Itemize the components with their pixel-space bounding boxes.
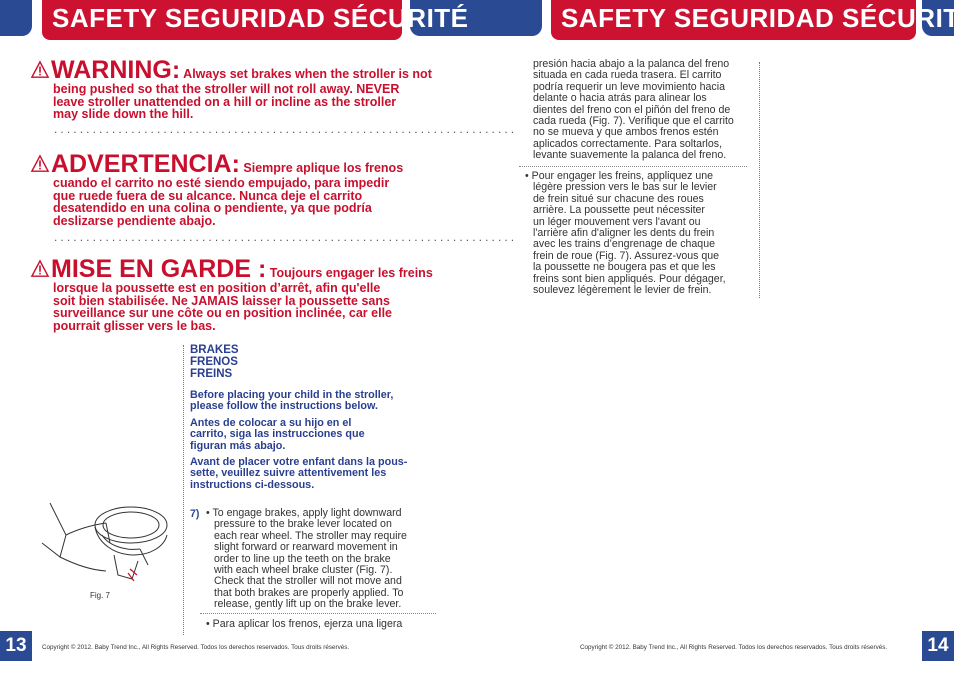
step-fr-line: légère pression vers le bas sur le levier xyxy=(533,181,717,194)
warning-en-line: leave stroller unattended on a hill or incline as the stroller xyxy=(53,94,397,109)
warning-es-heading: ADVERTENCIA: xyxy=(51,150,240,178)
step-fr-line: frein de roue (Fig. 7). Assurez-vous que xyxy=(533,249,720,262)
step-es-line: delante o hacia atrás para alinear los xyxy=(533,92,707,105)
left-banner xyxy=(42,0,469,40)
intro-es-line: figuran más abajo. xyxy=(190,439,286,452)
step-es-line: dientes del freno con el piñón del freno de xyxy=(533,103,731,116)
warning-en-lead: Always set brakes when the stroller is not xyxy=(180,67,432,81)
left-edge-tab xyxy=(0,0,32,36)
intro-en-line: Before placing your child in the stroller, xyxy=(190,389,394,401)
warning-fr-line: pourrait glisser vers le bas. xyxy=(53,318,216,333)
step-es-line: situada en cada rueda trasera. El carrito xyxy=(533,69,722,82)
intro-es-line: carrito, siga las instrucciones que xyxy=(190,428,365,441)
section-title: FRENOS xyxy=(190,355,238,368)
step-en-line: pressure to the brake lever located on xyxy=(214,518,392,531)
step-fr-line: la poussette ne bougera pas et que les xyxy=(533,261,716,274)
warning-es-line: que ruede fuera de su alcance. Nunca deje el carrito xyxy=(53,188,363,203)
warning-en-line: being pushed so that the stroller will not roll away. NEVER xyxy=(53,82,400,96)
right-banner-title: SAFETY SEGURIDAD SÉCURITÉ xyxy=(561,3,978,33)
intro-fr-line: sette, veuillez suivre attentivement les xyxy=(190,467,387,480)
copyright-left: Copyright © 2012. Baby Trend Inc., All Rights Reserved. Todos los derechos reservados. Tous droits réservés. xyxy=(42,644,350,651)
page-number-left: 13 xyxy=(0,631,32,661)
intro-fr xyxy=(190,457,407,491)
divider xyxy=(200,613,436,614)
warning-fr-line: lorsque la poussette est en position d’arrêt, afin qu'elle xyxy=(53,281,381,295)
step-fr-line: avec les trains d’engrenage de chaque xyxy=(533,238,715,251)
step-es-line: cada rueda (Fig. 7). Verifique que el carrito xyxy=(533,115,734,128)
step-en-line: that both brakes are properly applied. To xyxy=(214,586,404,599)
step-es-line: no se mueva y que ambos frenos estén xyxy=(533,126,719,139)
divider: ........................................................................ xyxy=(54,230,518,244)
column-divider xyxy=(759,62,760,298)
intro-es xyxy=(190,418,365,452)
warning-triangle-icon xyxy=(31,155,49,173)
warning-fr-block xyxy=(31,257,461,332)
right-banner xyxy=(551,0,978,40)
warning-es-lead: Siempre aplique los frenos xyxy=(239,161,404,175)
step-es-start: • Para aplicar los frenos, ejerza una ligera xyxy=(206,618,403,630)
warning-es-line: cuando el carrito no esté siendo empujado, para impedir xyxy=(53,176,390,190)
warning-triangle-icon xyxy=(31,61,49,79)
intro-en-line: please follow the instructions below. xyxy=(190,400,378,413)
warning-fr-heading: MISE EN GARDE : xyxy=(51,255,267,283)
step-es-line: presión hacia abajo a la palanca del freno xyxy=(533,58,730,70)
step-en-line: • To engage brakes, apply light downward xyxy=(206,507,402,519)
step-en-line: with each wheel brake cluster (Fig. 7). xyxy=(214,564,393,577)
intro-fr-line: instructions ci-dessous. xyxy=(190,478,315,491)
step-number: 7) xyxy=(190,508,200,520)
step-en-line: order to line up the teeth on the brake xyxy=(214,552,391,565)
section-title: FREINS xyxy=(190,367,233,380)
warning-en-line: may slide down the hill. xyxy=(53,107,194,121)
intro-es-line: Antes de colocar a su hijo en el xyxy=(190,417,352,429)
warning-fr-line: soit bien stabilisée. Ne JAMAIS laisser la poussette sans xyxy=(53,293,390,308)
page-number-right: 14 xyxy=(922,631,954,661)
step-fr-line: un léger mouvement vers l'avant ou xyxy=(533,215,701,228)
section-title-block xyxy=(190,345,239,380)
step-en-line: each rear wheel. The stroller may require xyxy=(214,529,407,542)
column-divider xyxy=(183,345,184,635)
intro-en xyxy=(190,390,393,413)
warning-es-block xyxy=(31,152,461,227)
left-banner-title: SAFETY SEGURIDAD SÉCURITÉ xyxy=(52,3,469,33)
intro-fr-line: Avant de placer votre enfant dans la pous- xyxy=(190,456,408,468)
warning-en-block xyxy=(31,58,461,121)
warning-es-line: desatendido en una colina o pendiente, ya que podría xyxy=(53,201,372,215)
step-es-line: aplicados correctamente. Para soltarlos, xyxy=(533,137,723,150)
section-title: BRAKES xyxy=(190,344,239,356)
step-fr-line: • Pour engager les freins, appliquez une xyxy=(525,170,714,182)
fig-label: Fig. 7 xyxy=(90,591,111,600)
step-fr xyxy=(525,171,726,296)
divider xyxy=(519,166,747,167)
step-en-line: slight forward or rearward movement in xyxy=(214,541,398,554)
warning-fr-lead: Toujours engager les freins xyxy=(266,266,433,280)
step-fr-line: de frein situé sur chacune des roues xyxy=(533,192,704,205)
step-es-line: podría requerir un leve movimiento hacia xyxy=(533,80,725,93)
divider: ........................................................................ xyxy=(54,122,518,136)
step-fr-line: freins sont bien appliqués. Pour dégager, xyxy=(533,272,726,285)
warning-fr-line: surveillance sur une côte ou en position inclinée, car elle xyxy=(53,306,392,320)
warning-en-heading: WARNING: xyxy=(51,56,181,84)
step-en-line: Check that the stroller will not move and xyxy=(214,575,402,588)
step-fr-line: arrière. La poussette peut nécessiter xyxy=(533,204,705,217)
step-es-line: levante suavemente la palanca del freno. xyxy=(533,149,727,162)
warning-triangle-icon xyxy=(31,260,49,278)
step-en xyxy=(206,508,407,611)
brake-illustration xyxy=(36,495,176,587)
step-fr-line: l'arrière afin d'aligner les dents du frein xyxy=(533,227,715,240)
warning-es-line: deslizarse pendiente abajo. xyxy=(53,213,216,228)
step-en-line: release, gently lift up on the brake lever. xyxy=(214,598,402,611)
copyright-right: Copyright © 2012. Baby Trend Inc., All Rights Reserved. Todos los derechos reservados. Tous droits réservés. xyxy=(580,644,888,651)
step-fr-line: soulevez légèrement le levier de frein. xyxy=(533,284,712,297)
step-es-continued xyxy=(533,59,734,162)
